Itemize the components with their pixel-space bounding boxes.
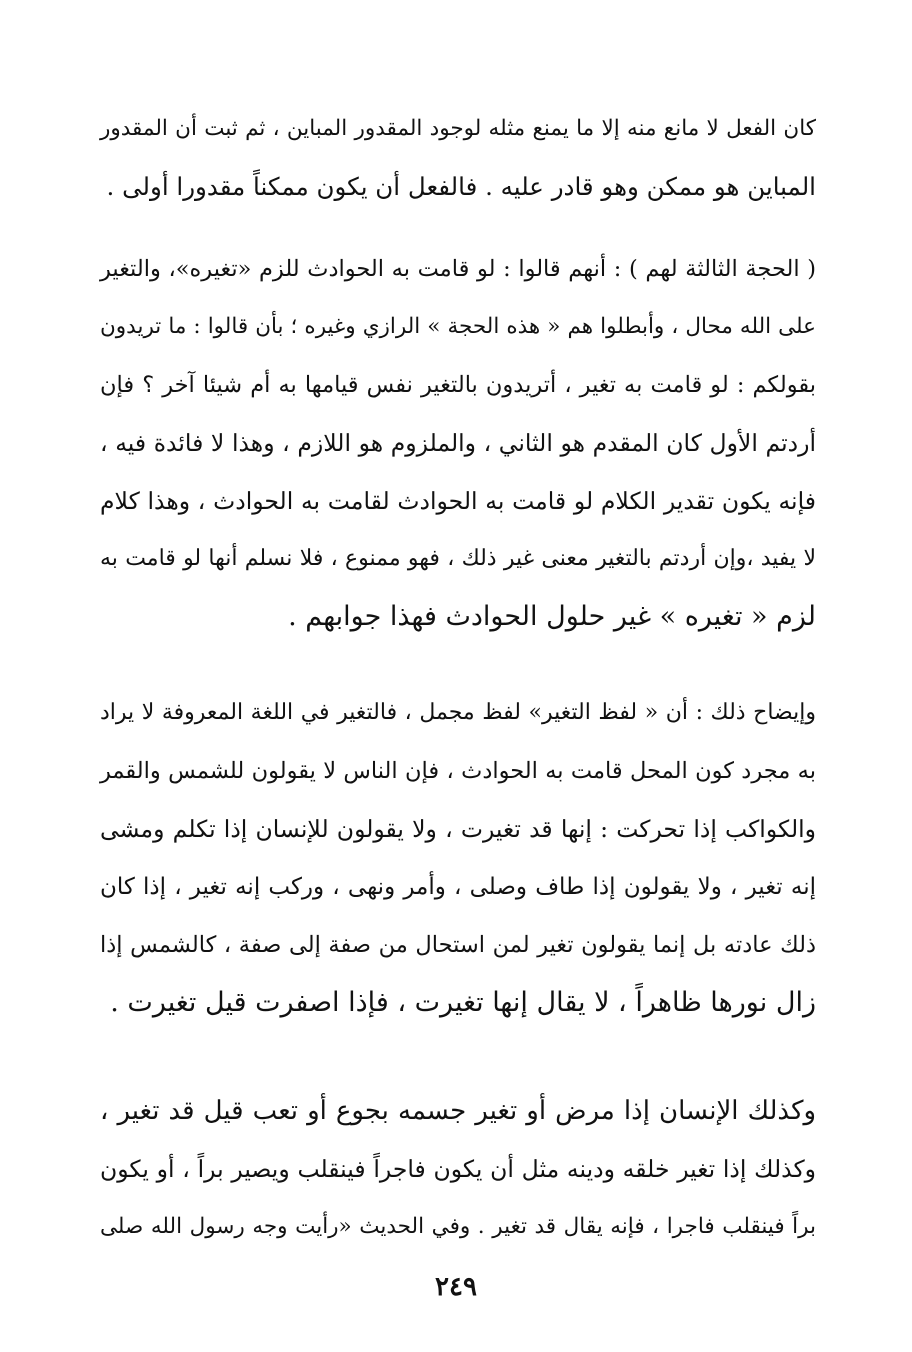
paragraph-4 <box>100 1082 816 1256</box>
text-line: براً فينقلب فاجرا ، فإنه يقال قد تغير . وفي الحديث «رأيت وجه رسول الله صلى <box>100 1214 816 1239</box>
text-line: زال نورها ظاهراً ، لا يقال إنها تغيرت ، فإذا اصفرت قيل تغيرت . <box>110 987 816 1018</box>
text-line: كان الفعل لا مانع منه إلا ما يمنع مثله لوجود المقدور المباين ، ثم ثبت أن المقدور <box>100 116 816 141</box>
page-number: ٢٤٩ <box>435 1272 477 1302</box>
text-line: لزم « تغيره » غير حلول الحوادث فهذا جوابهم . <box>288 601 816 632</box>
paragraph-3 <box>100 684 816 1032</box>
text-line: ( الحجة الثالثة لهم ) : أنهم قالوا : لو قامت به الحوادث للزم «تغيره»، والتغير <box>100 256 816 282</box>
text-line: أردتم الأول كان المقدم هو الثاني ، والملزوم هو اللازم ، وهذا لا فائدة فيه ، <box>100 429 816 457</box>
book-page <box>100 0 816 1352</box>
text-line: وإيضاح ذلك : أن « لفظ التغير» لفظ مجمل ، فالتغير في اللغة المعروفة لا يراد <box>100 700 816 725</box>
paragraph-1 <box>100 100 816 216</box>
text-line: إنه تغير ، ولا يقولون إذا طاف وصلى ، وأمر ونهى ، وركب إنه تغير ، إذا كان <box>100 874 816 900</box>
text-line: لا يفيد ،وإن أردتم بالتغير معنى غير ذلك ، فهو ممنوع ، فلا نسلم أنها لو قامت به <box>100 546 816 571</box>
text-line: فإنه يكون تقدير الكلام لو قامت به الحوادث لقامت به الحوادث ، وهذا كلام <box>100 487 816 515</box>
text-line: ذلك عادته بل إنما يقولون تغير لمن استحال من صفة إلى صفة ، كالشمس إذا <box>100 932 816 958</box>
paragraph-2 <box>100 240 816 646</box>
text-line: وكذلك الإنسان إذا مرض أو تغير جسمه بجوع أو تعب قيل قد تغير ، <box>100 1096 816 1126</box>
text-line: والكواكب إذا تحركت : إنها قد تغيرت ، ولا يقولون للإنسان إذا تكلم ومشى <box>100 815 816 843</box>
text-line: المباين هو ممكن وهو قادر عليه . فالفعل أن يكون ممكناً مقدورا أولى . <box>106 172 816 201</box>
text-line: بقولكم : لو قامت به تغير ، أتريدون بالتغير نفس قيامها به أم شيئا آخر ؟ فإن <box>100 372 816 398</box>
text-line: وكذلك إذا تغير خلقه ودينه مثل أن يكون فاجراً فينقلب ويصير براً ، أو يكون <box>100 1155 816 1183</box>
text-line: على الله محال ، وأبطلوا هم « هذه الحجة » الرازي وغيره ؛ بأن قالوا : ما تريدون <box>100 314 816 339</box>
text-line: به مجرد كون المحل قامت به الحوادث ، فإن الناس لا يقولون للشمس والقمر <box>100 758 816 784</box>
